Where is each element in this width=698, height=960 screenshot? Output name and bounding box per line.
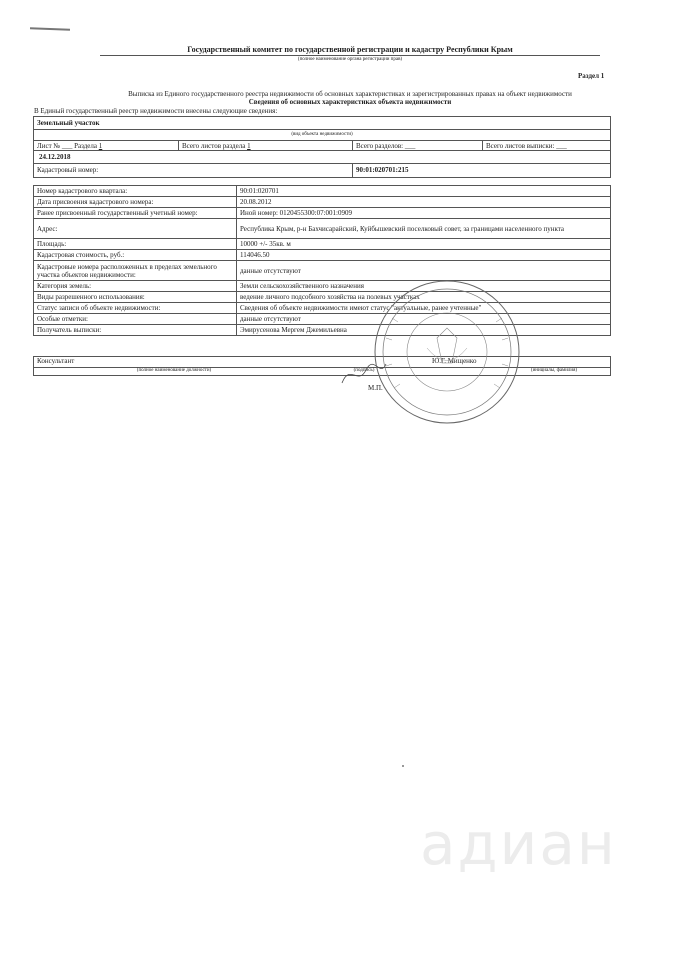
detail-value: 20.08.2012 (237, 197, 611, 208)
detail-label: Кадастровая стоимость, руб.: (34, 250, 237, 261)
table-row (34, 239, 611, 250)
object-block (33, 116, 611, 178)
org-caption: (полное наименование органа регистрации прав) (297, 57, 403, 62)
table-row (34, 314, 611, 325)
object-row-line-3 (34, 163, 610, 164)
table-row (34, 292, 611, 303)
entered-text: В Единый государственный реестр недвижимости внесены следующие сведения: (34, 107, 278, 115)
table-row (34, 197, 611, 208)
cadastral-number-label: Кадастровый номер: (37, 166, 99, 174)
object-divider-4 (352, 163, 353, 177)
table-row (34, 325, 611, 336)
table-row (34, 250, 611, 261)
detail-value: ведение личного подсобного хозяйства на полевых участках (237, 292, 611, 303)
section-number-value: 1 (98, 142, 103, 150)
cadastral-number-value: 90:01:020701:215 (356, 166, 409, 174)
detail-value: Республика Крым, р-н Бахчисарайский, Куйбышевский поселковый совет, за границами населенного пункта (237, 219, 611, 239)
position-caption: (полное наименование должности) (136, 368, 212, 373)
extract-sheets (486, 142, 567, 150)
detail-label: Статус записи об объекте недвижимости: (34, 303, 237, 314)
table-row (34, 281, 611, 292)
round-seal-stamp (372, 278, 522, 426)
speck (402, 765, 404, 767)
detail-label: Категория земель: (34, 281, 237, 292)
total-sections-label: Всего разделов: (356, 142, 404, 150)
extract-date: 24.12.2018 (39, 153, 71, 161)
sign-caption: (подпись) (353, 368, 375, 373)
detail-value: 114046.50 (237, 250, 611, 261)
signer-position: Консультант (37, 357, 75, 365)
detail-value: Эмирусенова Мергем Джемильевна (237, 325, 611, 336)
section-number-label: Раздела (74, 142, 98, 150)
detail-value: 10000 +/- 35кв. м (237, 239, 611, 250)
detail-value: Иной номер: 0120455300:07:001:0909 (237, 208, 611, 219)
intro-text: Выписка из Единого государственного реестра недвижимости об основных характеристиках и зарегистрированных правах на объект недвижимости (128, 90, 572, 98)
total-sections-value: ___ (404, 142, 416, 150)
detail-label: Кадастровые номера расположенных в пределах земельного участка объектов недвижимости: (34, 261, 237, 281)
table-row (34, 208, 611, 219)
extract-sheets-value: ___ (556, 142, 567, 150)
object-type: Земельный участок (37, 119, 100, 127)
detail-label: Площадь: (34, 239, 237, 250)
object-divider-1 (178, 140, 179, 150)
object-type-caption: (вид объекта недвижимости) (291, 132, 353, 137)
detail-label: Номер кадастрового квартала: (34, 186, 237, 197)
detail-label: Дата присвоения кадастрового номера: (34, 197, 237, 208)
sheets-in-section-label: Всего листов раздела (182, 142, 246, 150)
details-table (33, 185, 611, 336)
signer-name: Ю.Г. Мищенко (432, 357, 477, 365)
detail-value: Земли сельскохозяйственного назначения (237, 281, 611, 292)
detail-label: Особые отметки: (34, 314, 237, 325)
name-caption: (инициалы, фамилия) (530, 368, 578, 373)
watermark: адиан (420, 810, 617, 878)
detail-value: Сведения об объекте недвижимости имеют статус "актуальные, ранее учтенные" (237, 303, 611, 314)
section-label: Раздел 1 (578, 72, 605, 80)
sheet-label: Лист № (37, 142, 61, 150)
total-sections (356, 142, 415, 150)
detail-value: 90:01:020701 (237, 186, 611, 197)
seal-place: М.П. (368, 384, 383, 392)
detail-label: Адрес: (34, 219, 237, 239)
detail-value: данные отсутствуют (237, 261, 611, 281)
detail-value: данные отсутствуют (237, 314, 611, 325)
org-underline (100, 55, 600, 56)
sheet-blank: ___ (61, 142, 73, 150)
table-row (34, 303, 611, 314)
table-row (34, 219, 611, 239)
document-title: Сведения об основных характеристиках объекта недвижимости (248, 98, 452, 106)
object-type-line (34, 129, 610, 130)
sheets-in-section-value: 1 (247, 142, 251, 150)
table-row (34, 261, 611, 281)
object-row-line-2 (34, 150, 610, 151)
signature-block (33, 356, 611, 376)
corner-mark (30, 27, 70, 30)
org-name: Государственный комитет по государственной регистрации и кадастру Республики Крым (187, 45, 513, 54)
detail-label: Получатель выписки: (34, 325, 237, 336)
sheet-number (37, 142, 102, 150)
object-row-line-1 (34, 140, 610, 141)
table-row (34, 186, 611, 197)
extract-sheets-label: Всего листов выписки: (486, 142, 555, 150)
object-divider-2 (352, 140, 353, 150)
detail-label: Ранее присвоенный государственный учетный номер: (34, 208, 237, 219)
sheets-in-section (182, 142, 251, 150)
detail-label: Виды разрешенного использования: (34, 292, 237, 303)
object-divider-3 (482, 140, 483, 150)
